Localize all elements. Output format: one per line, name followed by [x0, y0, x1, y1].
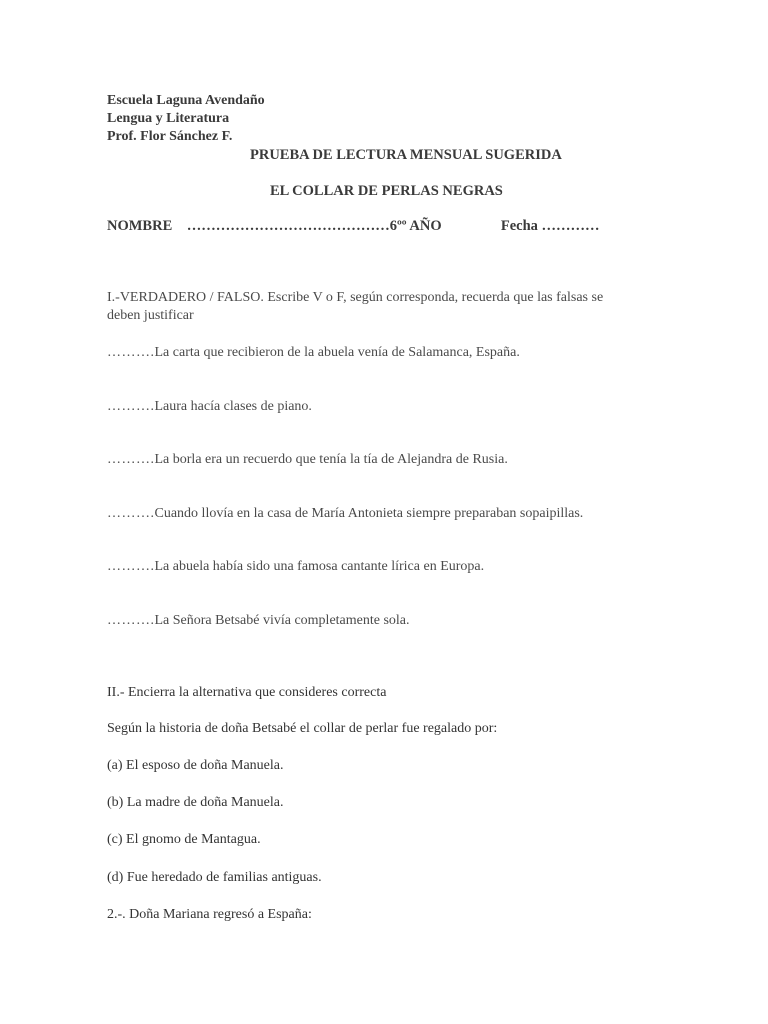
- school-name: Escuela Laguna Avendaño: [107, 93, 265, 108]
- answer-blank[interactable]: ……….: [107, 345, 155, 360]
- tf-item: [107, 452, 508, 468]
- tf-statement: La Señora Betsabé vivía completamente sola.: [154, 613, 410, 628]
- tf-statement: Laura hacía clases de piano.: [154, 399, 312, 414]
- tf-item: [107, 559, 484, 575]
- answer-blank[interactable]: ……….: [107, 613, 155, 628]
- tf-item: [107, 399, 312, 415]
- test-title: PRUEBA DE LECTURA MENSUAL SUGERIDA: [250, 147, 562, 163]
- section1-instruction-line2: deben justificar: [107, 308, 194, 323]
- answer-blank[interactable]: ……….: [107, 506, 155, 521]
- tf-statement: La abuela había sido una famosa cantante lírica en Europa.: [154, 559, 485, 574]
- question-2: 2.-. Doña Mariana regresó a España:: [107, 907, 312, 922]
- name-label: NOMBRE: [107, 218, 173, 234]
- section2-instruction: II.- Encierra la alternativa que consideres correcta: [107, 685, 387, 700]
- date-blank[interactable]: …………: [541, 218, 600, 234]
- option-a[interactable]: (a) El esposo de doña Manuela.: [107, 758, 284, 773]
- student-info-line: [107, 218, 600, 235]
- answer-blank[interactable]: ……….: [107, 452, 155, 467]
- subject-name: Lengua y Literatura: [107, 111, 230, 126]
- teacher-name: Prof. Flor Sánchez F.: [107, 129, 233, 144]
- story-title: EL COLLAR DE PERLAS NEGRAS: [270, 183, 503, 199]
- tf-statement: Cuando llovía en la casa de María Antonieta siempre preparaban sopaipillas.: [154, 506, 584, 521]
- tf-item: [107, 345, 520, 361]
- option-d[interactable]: (d) Fue heredado de familias antiguas.: [107, 870, 322, 885]
- tf-item: [107, 506, 583, 522]
- answer-blank[interactable]: ……….: [107, 399, 155, 414]
- tf-statement: La borla era un recuerdo que tenía la tía de Alejandra de Rusia.: [154, 452, 508, 467]
- answer-blank[interactable]: ……….: [107, 559, 155, 574]
- name-blank[interactable]: ……………………………………: [186, 218, 390, 234]
- tf-item: [107, 613, 410, 629]
- date-label: Fecha: [500, 218, 538, 234]
- section1-instruction-line1: I.-VERDADERO / FALSO. Escribe V o F, según corresponda, recuerda que las falsas se: [107, 290, 604, 305]
- question-1: Según la historia de doña Betsabé el collar de perlar fue regalado por:: [107, 721, 498, 736]
- option-c[interactable]: (c) El gnomo de Mantagua.: [107, 832, 261, 847]
- tf-statement: La carta que recibieron de la abuela venía de Salamanca, España.: [154, 345, 520, 360]
- grade-label: 6ºº AÑO: [389, 218, 442, 234]
- option-b[interactable]: (b) La madre de doña Manuela.: [107, 795, 284, 810]
